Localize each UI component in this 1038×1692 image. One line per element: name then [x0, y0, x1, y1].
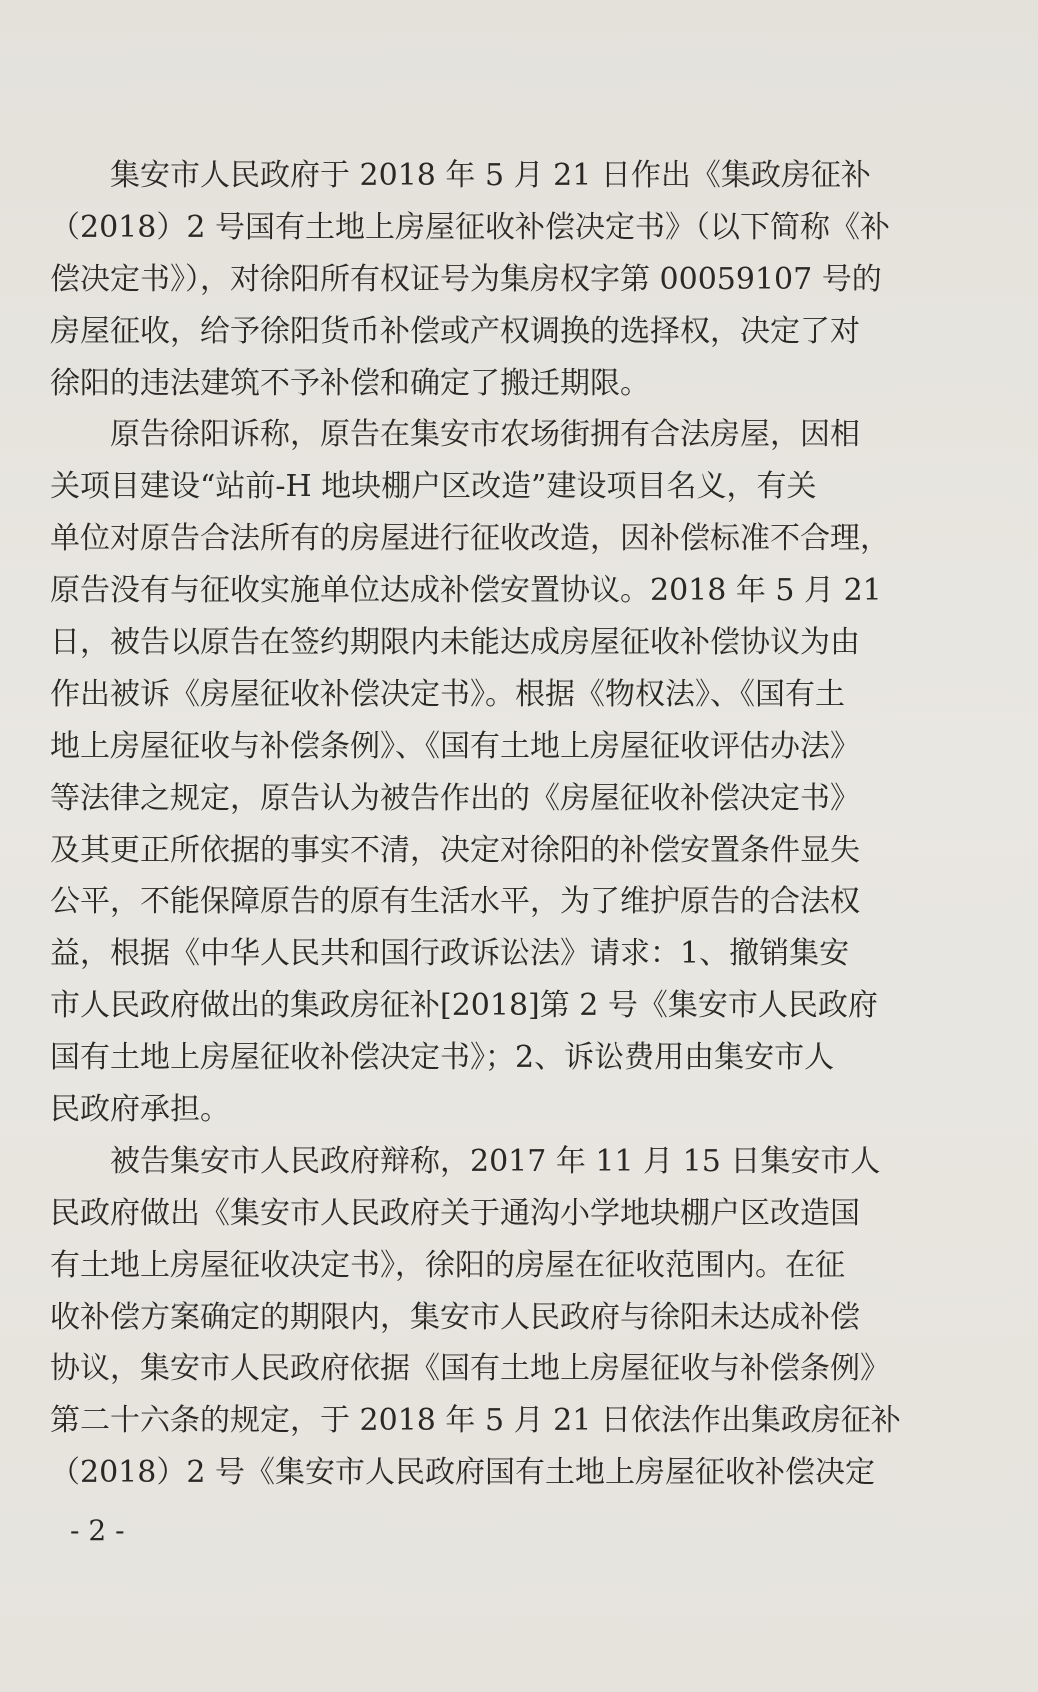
text-line: 房屋征收，给予徐阳货币补偿或产权调换的选择权，决定了对	[50, 313, 860, 349]
text-line: 收补偿方案确定的期限内，集安市人民政府与徐阳未达成补偿	[50, 1299, 860, 1335]
text-line: 徐阳的违法建筑不予补偿和确定了搬迁期限。	[50, 365, 650, 401]
text-line: 被告集安市人民政府辩称，2017 年 11 月 15 日集安市人	[50, 1143, 881, 1179]
text-line: 偿决定书》），对徐阳所有权证号为集房权字第 00059107 号的	[50, 261, 882, 297]
document-body	[50, 150, 950, 1499]
text-line: 原告没有与征收实施单位达成补偿安置协议。2018 年 5 月 21	[50, 573, 882, 609]
text-line: 集安市人民政府于 2018 年 5 月 21 日作出《集政房征补	[50, 158, 871, 193]
text-line: 益，根据《中华人民共和国行政诉讼法》请求：1、撤销集安	[50, 936, 850, 972]
text-line: 国有土地上房屋征收补偿决定书》；2、诉讼费用由集安市人	[50, 1040, 835, 1076]
page-number: - 2 -	[70, 1514, 125, 1547]
text-line: 民政府承担。	[50, 1092, 230, 1128]
text-line: 日，被告以原告在签约期限内未能达成房屋征收补偿协议为由	[50, 625, 860, 661]
text-line: 等法律之规定，原告认为被告作出的《房屋征收补偿决定书》	[50, 780, 860, 816]
text-line: 民政府做出《集安市人民政府关于通沟小学地块棚户区改造国	[50, 1195, 860, 1231]
text-line: 原告徐阳诉称，原告在集安市农场街拥有合法房屋，因相	[50, 417, 860, 453]
text-line: （2018）2 号国有土地上房屋征收补偿决定书》（以下简称《补	[50, 209, 890, 245]
text-line: 有土地上房屋征收决定书》，徐阳的房屋在征收范围内。在征	[50, 1247, 845, 1283]
text-line: （2018）2 号《集安市人民政府国有土地上房屋征收补偿决定	[50, 1455, 875, 1491]
text-line: 关项目建设“站前-H 地块棚户区改造”建设项目名义，有关	[50, 469, 817, 505]
text-line: 协议，集安市人民政府依据《国有土地上房屋征收与补偿条例》	[50, 1351, 890, 1387]
text-line: 作出被诉《房屋征收补偿决定书》。根据《物权法》、《国有土	[50, 676, 845, 712]
text-line: 地上房屋征收与补偿条例》、《国有土地上房屋征收评估办法》	[50, 728, 860, 764]
text-line: 第二十六条的规定，于 2018 年 5 月 21 日依法作出集政房征补	[50, 1403, 901, 1439]
text-line: 及其更正所依据的事实不清，决定对徐阳的补偿安置条件显失	[50, 832, 860, 868]
text-line: 市人民政府做出的集政房征补[2018]第 2 号《集安市人民政府	[50, 988, 878, 1024]
text-line: 公平，不能保障原告的原有生活水平，为了维护原告的合法权	[50, 884, 860, 920]
text-line: 单位对原告合法所有的房屋进行征收改造，因补偿标准不合理，	[50, 521, 890, 557]
